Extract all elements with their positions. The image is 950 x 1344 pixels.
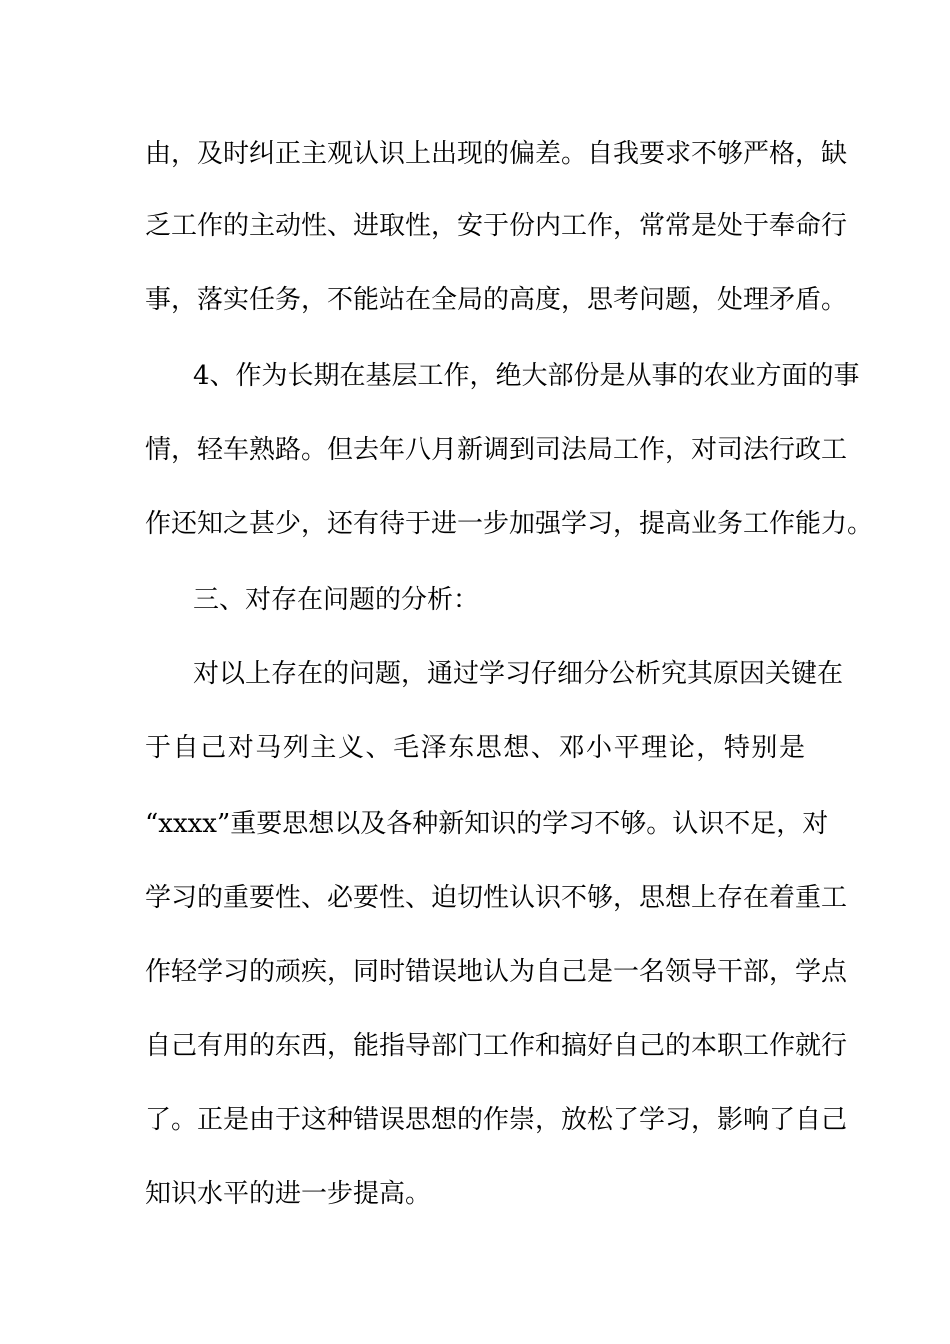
paragraph-first-line: 4、作为长期在基层工作，绝大部份是从事的农业方面的事 (193, 361, 860, 391)
text-line: 由，及时纠正主观认识上出现的偏差。自我要求不够严格，缺 (145, 139, 848, 169)
text-line: 乏工作的主动性、进取性，安于份内工作，常常是处于奉命行 (145, 211, 848, 241)
text-line: 知识水平的进一步提高。 (145, 1179, 432, 1209)
paragraph-first-line: 对以上存在的问题，通过学习仔细分公析究其原因关键在 (193, 659, 844, 689)
text-line: 学习的重要性、必要性、迫切性认识不够，思想上存在着重工 (145, 883, 848, 913)
text-line: 了。正是由于这种错误思想的作崇，放松了学习，影响了自己 (145, 1105, 848, 1135)
section-heading: 三、对存在问题的分析： (193, 585, 480, 615)
text-line: 作还知之甚少，还有待于进一步加强学习，提高业务工作能力。 (145, 509, 874, 539)
text-line: 情，轻车熟路。但去年八月新调到司法局工作，对司法行政工 (145, 435, 848, 465)
text-line: 于自己对马列主义、毛泽东思想、邓小平理论，特别是 (145, 733, 805, 763)
text-line: “xxxx”重要思想以及各种新知识的学习不够。认识不足，对 (145, 809, 829, 839)
text-line: 事，落实任务，不能站在全局的高度，思考问题，处理矛盾。 (145, 285, 848, 315)
text-line: 作轻学习的顽疾，同时错误地认为自己是一名领导干部，学点 (145, 957, 848, 987)
text-line: 自己有用的东西，能指导部门工作和搞好自己的本职工作就行 (145, 1031, 848, 1061)
